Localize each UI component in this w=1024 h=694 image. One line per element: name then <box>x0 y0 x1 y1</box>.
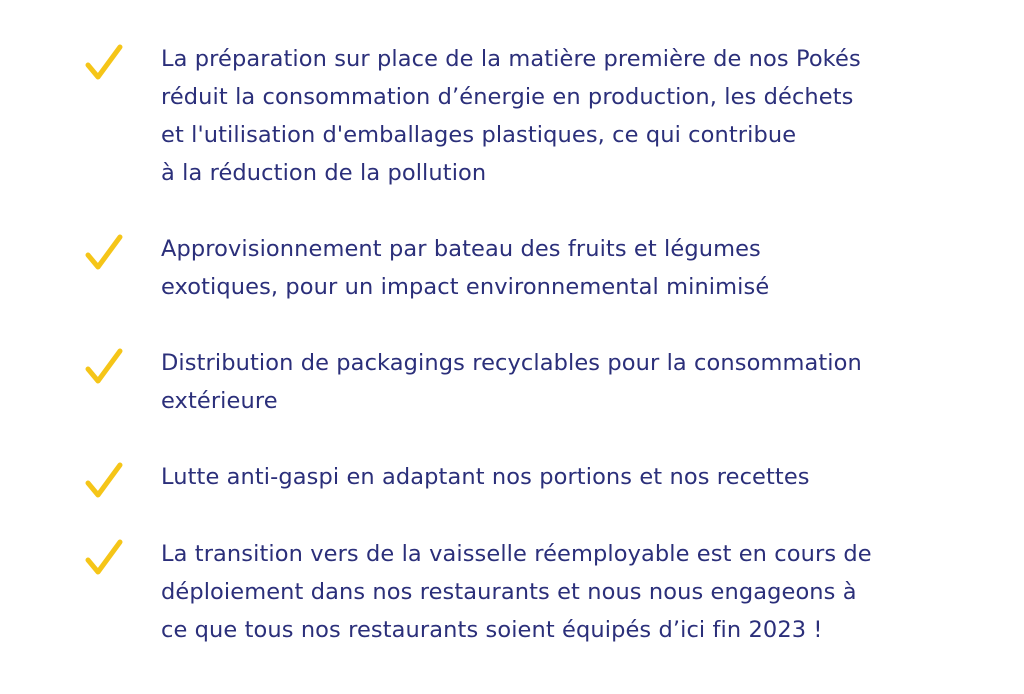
checkmark-icon <box>84 348 124 386</box>
list-item-text: Lutte anti-gaspi en adaptant nos portions et nos recettes <box>161 464 810 490</box>
checkmark-icon <box>84 462 124 500</box>
list-item-text: La préparation sur place de la matière première de nos Pokés réduit la consommation d’énergie en production, les déchets et l'utilisation d'emballages plastiques, ce qui contribue à la réduction de la pollution <box>161 46 861 186</box>
list-item-text: La transition vers de la vaisselle réemployable est en cours de déploiement dans nos restaurants et nous nous engageons à ce que tous nos restaurants soient équipés d’ici fin 2023 ! <box>161 541 872 643</box>
checkmark-icon <box>84 44 124 82</box>
checkmark-icon <box>84 539 124 577</box>
checkmark-icon <box>84 234 124 272</box>
list-item-text: Approvisionnement par bateau des fruits et légumes exotiques, pour un impact environnemental minimisé <box>161 236 770 300</box>
list-item-text: Distribution de packagings recyclables pour la consommation extérieure <box>161 350 862 414</box>
